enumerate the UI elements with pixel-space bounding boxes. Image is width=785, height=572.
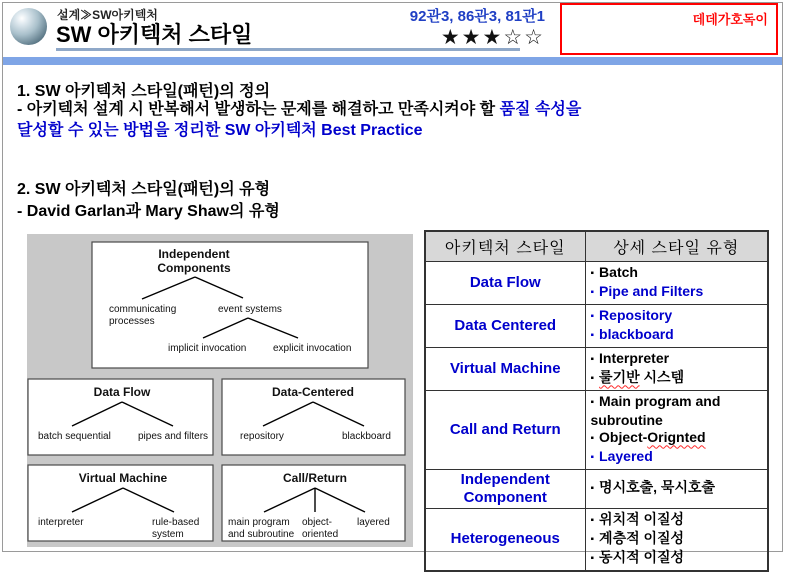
detail-text: 계층적 이질성 — [599, 529, 685, 546]
implicit-invocation-label: implicit invocation — [168, 343, 247, 354]
garlan-shaw-diagram — [27, 234, 413, 547]
mnemonic-text: 데데가호독이 — [692, 12, 768, 27]
section1-body-blue-line2: 달성할 수 있는 방법을 정리한 SW 아키텍처 Best Practice — [17, 122, 423, 139]
detail-text: Layered — [599, 447, 653, 464]
sphere-icon — [10, 8, 47, 45]
independent-title-line1: Independent — [158, 247, 230, 261]
table-header-row — [425, 231, 768, 261]
detail-text: blackboard — [599, 325, 674, 342]
detail-cell — [585, 347, 768, 390]
style-name-cell: Data Flow — [425, 261, 585, 304]
section1-heading: 1. SW 아키텍처 스타일(패턴)의 정의 — [17, 83, 271, 100]
repository-label: repository — [240, 431, 284, 442]
section1-body — [17, 99, 581, 141]
detail-text: Interpreter — [599, 349, 670, 366]
detail-text: Object- — [599, 428, 648, 445]
bullet-marker: ▪ — [590, 372, 595, 384]
section2-heading: 2. SW 아키텍처 스타일(패턴)의 유형 — [17, 181, 271, 198]
section2-subheading: - David Garlan과 Mary Shaw의 유형 — [17, 203, 280, 220]
section1-body-blue-line1: 품질 속성을 — [499, 101, 582, 118]
detail-item — [591, 369, 766, 388]
breadcrumb: 설계≫SW아키텍처 — [57, 8, 158, 22]
detail-text: Repository — [599, 306, 673, 323]
style-name-cell: Data Centered — [425, 304, 585, 347]
page-title: SW 아키텍처 스타일 — [56, 22, 253, 47]
detail-item — [591, 549, 766, 568]
detail-text-misspelled: 룰기반 — [599, 368, 640, 385]
section1-body-black: - 아키텍처 설계 시 반복해서 발생하는 문제를 해결하고 만족시켜야 할 — [17, 101, 500, 118]
detail-item — [591, 326, 766, 345]
column-header-style: 아키텍처 스타일 — [425, 231, 585, 261]
bullet-marker: ▪ — [590, 396, 595, 408]
detail-text: Pipe and Filters — [599, 282, 704, 299]
style-name-cell: Call and Return — [425, 390, 585, 469]
bullet-marker: ▪ — [590, 310, 595, 322]
detail-cell — [585, 390, 768, 469]
interpreter-label: interpreter — [38, 517, 84, 528]
bullet-marker: ▪ — [590, 533, 595, 545]
table-row — [425, 390, 768, 469]
bullet-marker: ▪ — [590, 552, 595, 564]
header-divider-band — [3, 57, 782, 65]
exam-references: 92관3, 86관3, 81관1 — [409, 8, 545, 25]
detail-item — [591, 511, 766, 530]
independent-title-line2: Components — [157, 261, 231, 275]
detail-text: Main program and subroutine — [590, 392, 721, 428]
table-row — [425, 508, 768, 571]
detail-cell — [585, 469, 768, 508]
architecture-style-table — [424, 230, 769, 572]
explicit-invocation-label: explicit invocation — [273, 343, 352, 354]
detail-item — [591, 350, 766, 369]
bullet-marker: ▪ — [590, 286, 595, 298]
column-header-detail: 상세 스타일 유형 — [585, 231, 768, 261]
detail-text: 동시적 이질성 — [599, 548, 685, 565]
table-row — [425, 469, 768, 508]
detail-item — [591, 448, 766, 467]
main-program-label-line2: and subroutine — [228, 529, 295, 540]
detail-item — [591, 264, 766, 283]
detail-item — [591, 283, 766, 302]
detail-cell — [585, 304, 768, 347]
detail-item — [591, 479, 766, 498]
bullet-marker: ▪ — [590, 267, 595, 279]
style-name-cell: Virtual Machine — [425, 347, 585, 390]
detail-text: 명시호출, 묵시호출 — [599, 479, 716, 495]
communicating-processes-label-line2: processes — [109, 316, 155, 327]
style-name-cell: Independent Component — [425, 469, 585, 508]
detail-cell — [585, 508, 768, 571]
batch-sequential-label: batch sequential — [38, 431, 111, 442]
detail-item — [591, 429, 766, 448]
bullet-marker: ▪ — [590, 432, 595, 444]
data-flow-title: Data Flow — [93, 385, 151, 399]
main-program-label-line1: main program — [228, 517, 290, 528]
object-oriented-label-line1: object- — [302, 517, 333, 528]
communicating-processes-label-line1: communicating — [109, 304, 177, 315]
detail-text: 시스템 — [639, 368, 685, 385]
event-systems-label: event systems — [218, 304, 282, 315]
table-row — [425, 347, 768, 390]
bullet-marker: ▪ — [590, 451, 595, 463]
layered-label: layered — [357, 517, 390, 528]
bullet-marker: ▪ — [590, 329, 595, 341]
table-row — [425, 261, 768, 304]
detail-text: Batch — [599, 263, 638, 280]
style-name-cell: Heterogeneous — [425, 508, 585, 571]
rule-based-label-line1: rule-based — [152, 517, 200, 528]
mnemonic-box — [560, 3, 778, 55]
star-rating: ★★★☆☆ — [440, 26, 545, 49]
table-row — [425, 304, 768, 347]
object-oriented-label-line2: oriented — [302, 529, 339, 540]
bullet-marker: ▪ — [590, 483, 595, 494]
detail-cell — [585, 261, 768, 304]
data-centered-title: Data-Centered — [271, 385, 355, 399]
detail-text: 위치적 이질성 — [599, 510, 685, 527]
blackboard-label: blackboard — [342, 431, 391, 442]
call-return-title: Call/Return — [282, 471, 348, 485]
virtual-machine-title: Virtual Machine — [78, 471, 168, 485]
pipes-and-filters-label: pipes and filters — [138, 431, 209, 442]
detail-item — [591, 307, 766, 326]
detail-item — [591, 393, 766, 429]
detail-item — [591, 530, 766, 549]
bullet-marker: ▪ — [590, 514, 595, 526]
diagram-svg — [27, 234, 413, 547]
bullet-marker: ▪ — [590, 353, 595, 365]
exam-info — [305, 5, 545, 50]
rule-based-label-line2: system — [152, 529, 184, 540]
detail-text-misspelled: Orignted — [647, 428, 706, 445]
